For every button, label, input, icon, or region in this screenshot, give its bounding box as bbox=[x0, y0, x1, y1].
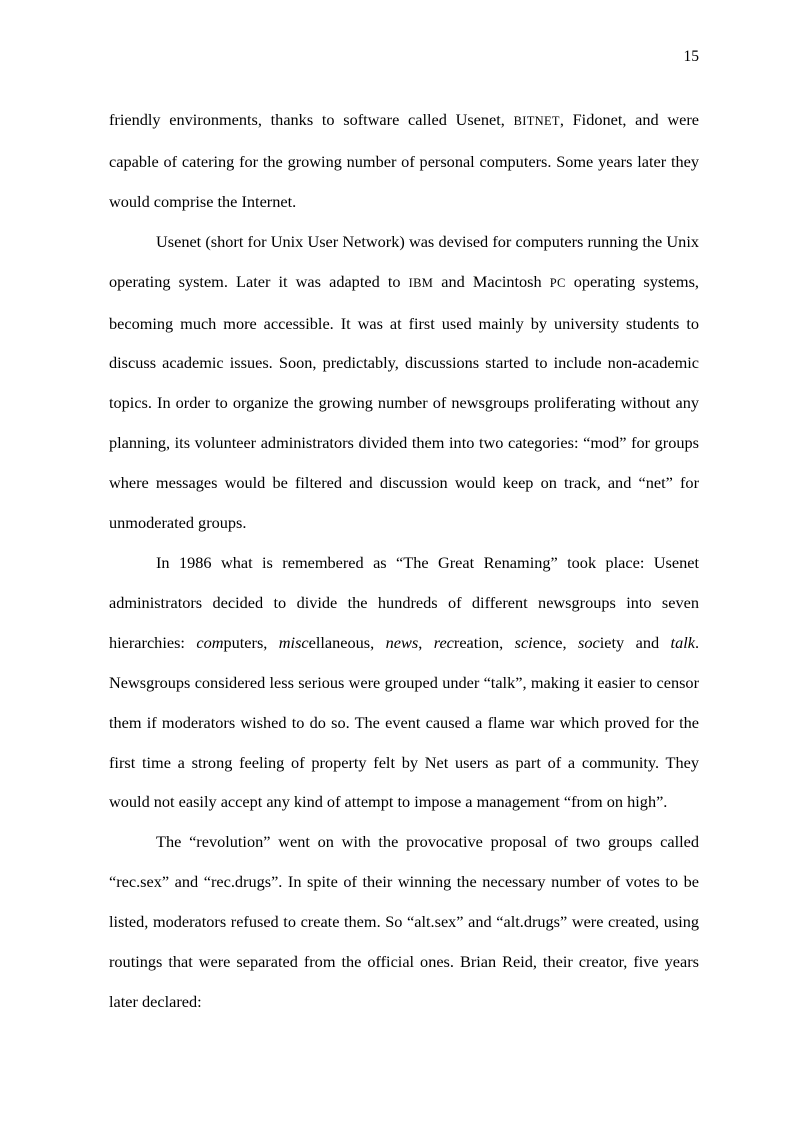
paragraph-text: puters, bbox=[223, 632, 279, 652]
paragraph-text: and Macintosh bbox=[433, 271, 550, 291]
acronym-pc: PC bbox=[549, 275, 566, 290]
hierarchy-emphasis: news bbox=[385, 632, 419, 652]
paragraph-text: iety and bbox=[599, 632, 671, 652]
hierarchy-emphasis: talk bbox=[670, 632, 695, 652]
paragraph-2 bbox=[109, 222, 699, 543]
paragraph-3 bbox=[109, 543, 699, 822]
paragraph-text: , Fidonet, and were capable of catering for the growing number of personal computers. Some years later they would comprise the Internet. bbox=[109, 110, 699, 211]
paragraph-text: Usenet (short for Unix User Network) was devised for computers running the Unix operating system. Later it was adapted to bbox=[109, 231, 699, 291]
page-number: 15 bbox=[683, 48, 699, 65]
paragraph-text: . Newsgroups considered less serious were grouped under “talk”, making it easier to censor them if moderators wished to do so. The event caused a flame war which proved for the first time a strong feeling of property felt by Net users as part of a community. They would not easily accept any kind of attempt to impose a management “from on high”. bbox=[109, 632, 700, 812]
acronym-ibm: IBM bbox=[408, 275, 434, 290]
paragraph-4 bbox=[109, 822, 699, 1022]
paragraph-text: In 1986 what is remembered as “The Great Renaming” took place: Usenet administrators decided to divide the hundreds of different newsgroups into seven hierarchies: bbox=[109, 552, 699, 652]
document-body bbox=[109, 100, 699, 1022]
paragraph-text: operating systems, becoming much more accessible. It was at first used mainly by university students to discuss academic issues. Soon, predictably, discussions started to include non-academic topics. In order to organize the growing number of newsgroups proliferating without any planning, its volunteer administrators divided them into two categories: “mod” for groups where messages would be filtered and discussion would keep on track, and “net” for unmoderated groups. bbox=[109, 271, 699, 533]
paragraph-text: reation, bbox=[453, 632, 515, 652]
hierarchy-emphasis: soc bbox=[578, 632, 600, 652]
paragraph-text: ence, bbox=[532, 632, 579, 652]
paragraph-text: friendly environments, thanks to software called Usenet, bbox=[109, 110, 514, 129]
hierarchy-emphasis: rec bbox=[433, 632, 454, 652]
acronym-bitnet: BITNET bbox=[513, 114, 560, 128]
paragraph-text: The “revolution” went on with the provocative proposal of two groups called “rec.sex” and “rec.drugs”. In spite of their winning the necessary number of votes to be listed, moderators refused to create them. So “alt.sex” and “alt.drugs” were created, using routings that were separated from the official ones. Brian Reid, their creator, five years later declared: bbox=[109, 832, 699, 1011]
paragraph-text: ellaneous, bbox=[308, 632, 386, 652]
hierarchy-emphasis: com bbox=[196, 632, 224, 652]
hierarchy-emphasis: sci bbox=[514, 632, 533, 652]
paragraph-1 bbox=[109, 100, 699, 222]
hierarchy-emphasis: misc bbox=[278, 632, 309, 652]
paragraph-text: , bbox=[418, 632, 434, 652]
